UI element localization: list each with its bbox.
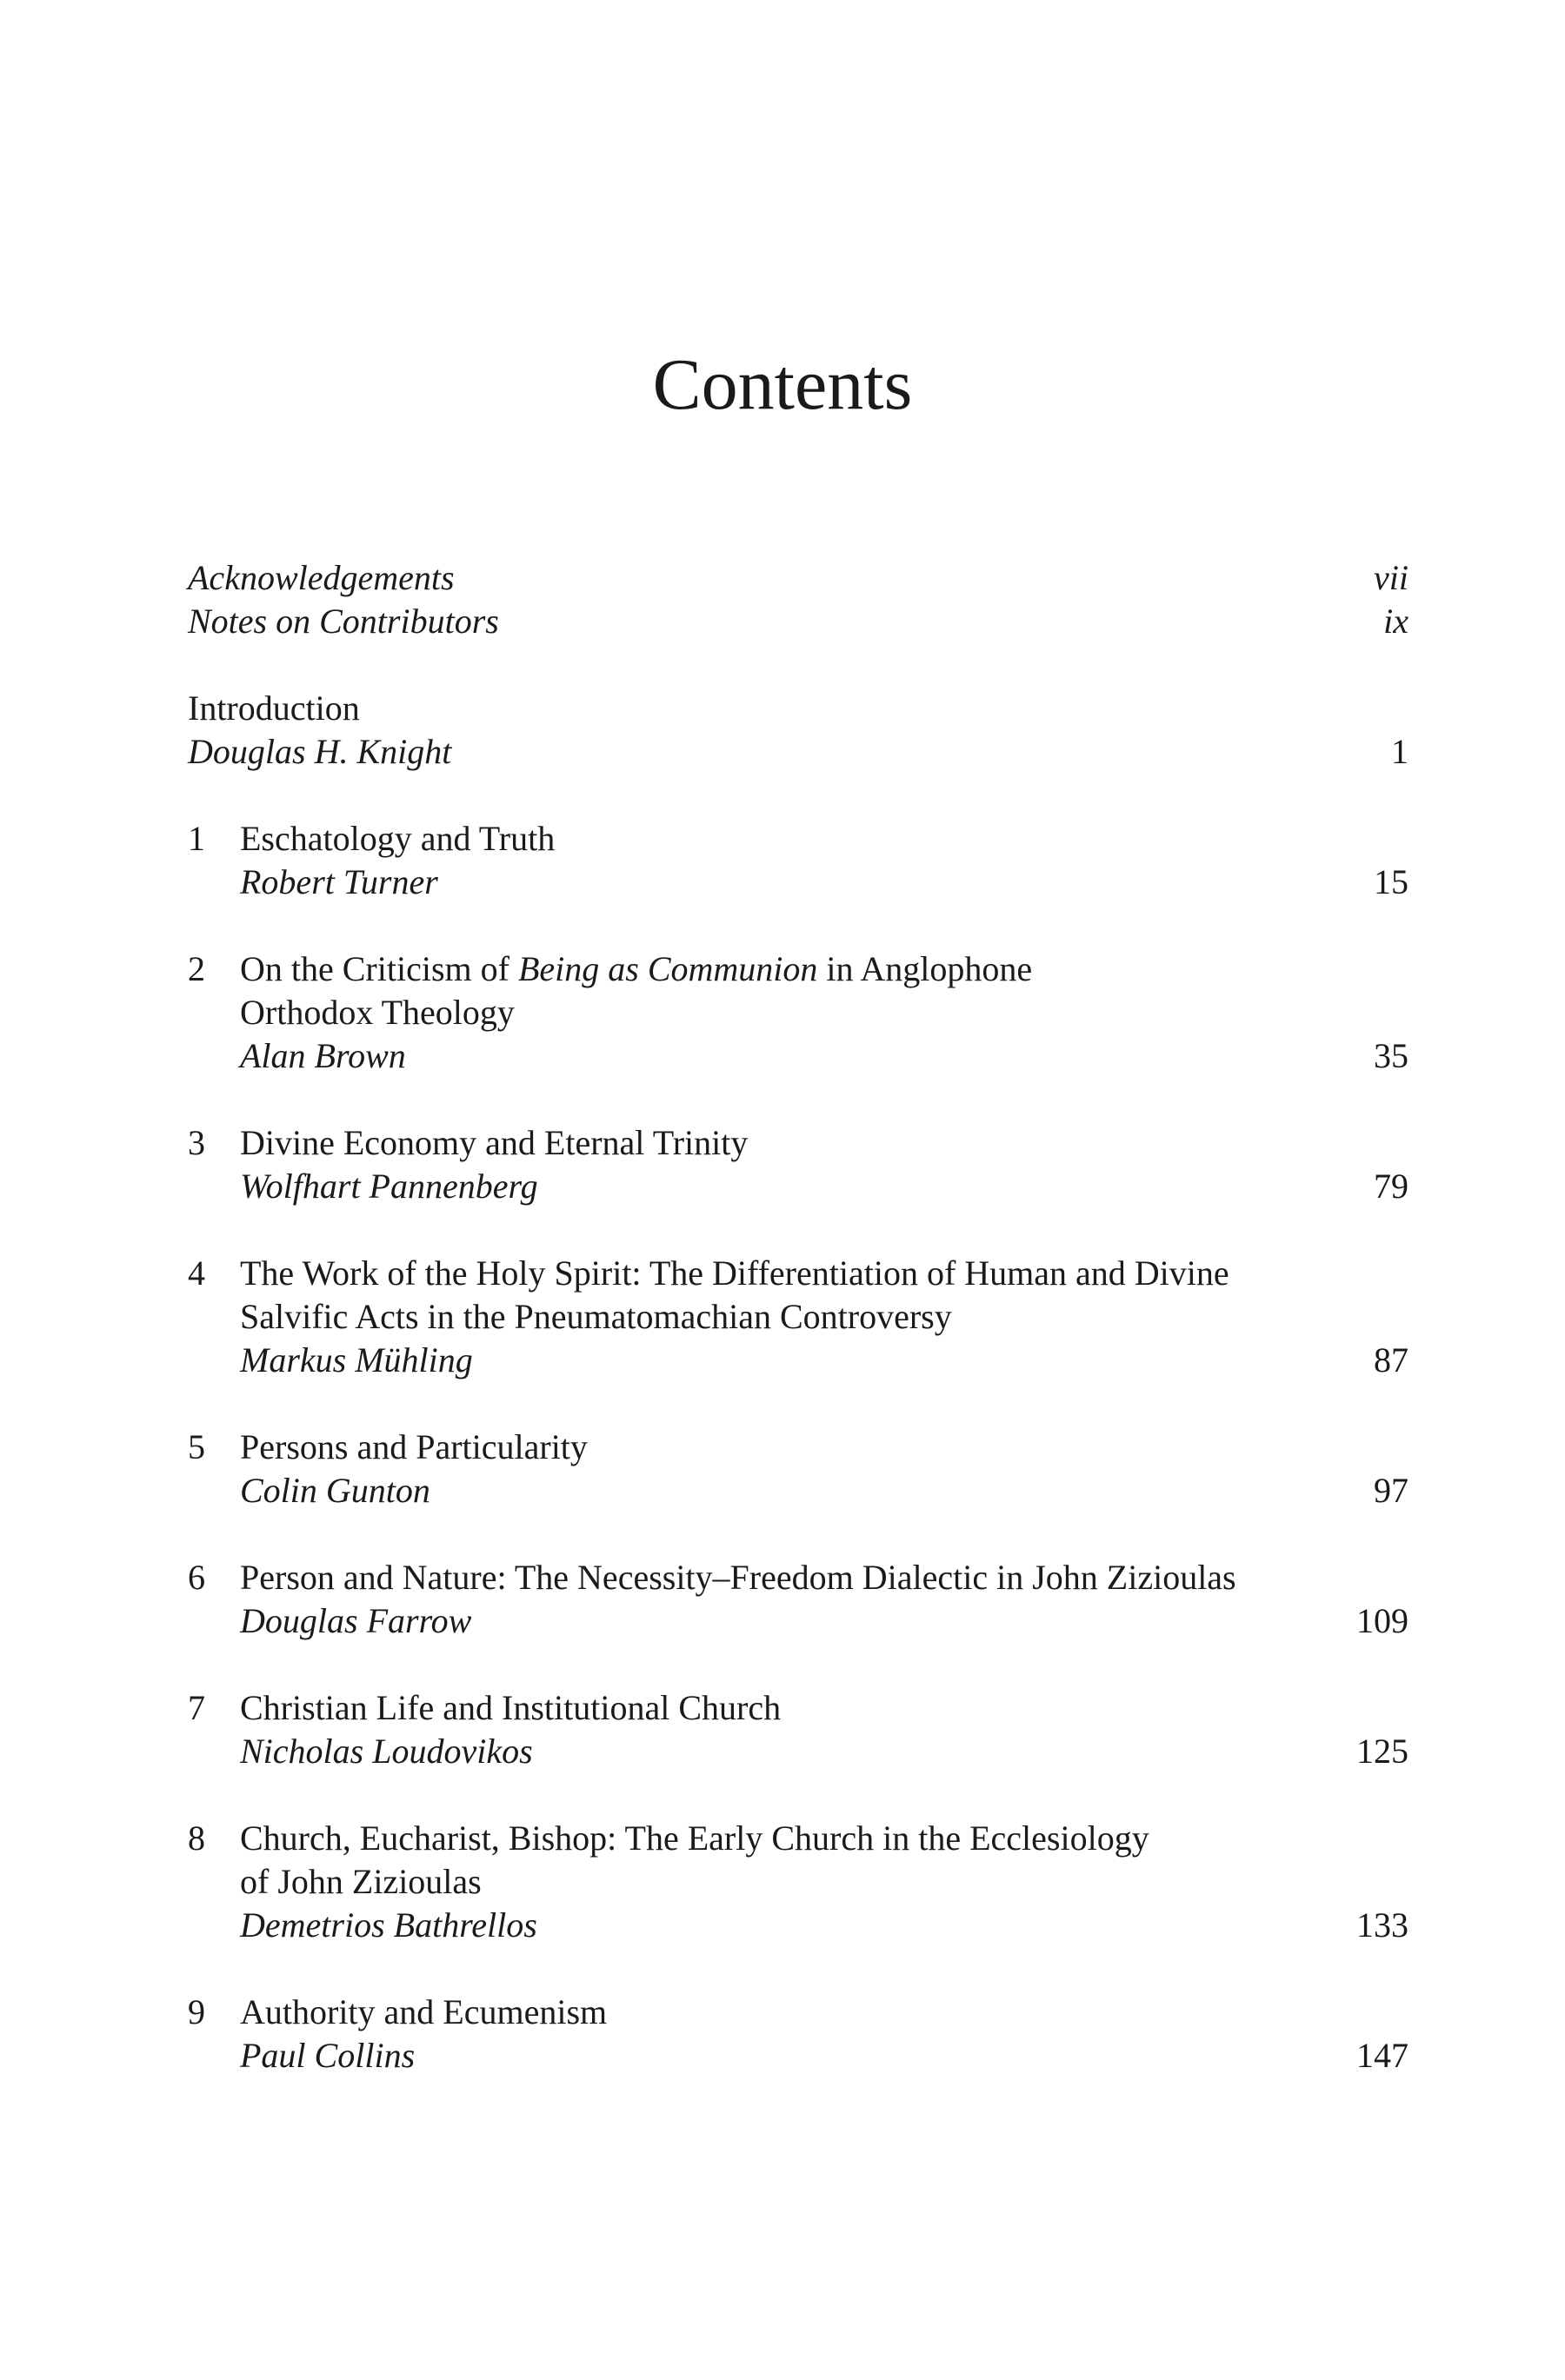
- entry-title: Notes on Contributors: [188, 602, 499, 641]
- page-number: 35: [1374, 1036, 1408, 1075]
- chapter-title: Church, Eucharist, Bishop: The Early Church in the Ecclesiology: [240, 1818, 1149, 1858]
- chapter-number: 3: [188, 1123, 205, 1162]
- toc-entry-chapter-6[interactable]: [188, 1556, 1408, 1643]
- entry-title: Acknowledgements: [188, 558, 455, 597]
- page-title: Contents: [652, 344, 913, 426]
- chapter-number: 9: [188, 1992, 205, 2031]
- chapter-number: 5: [188, 1427, 205, 1466]
- chapter-title-italic-part: Being as Communion: [517, 949, 818, 988]
- toc-entry-chapter-2[interactable]: [188, 947, 1408, 1078]
- page-number: 87: [1374, 1340, 1408, 1379]
- toc-entry-acknowledgements[interactable]: [188, 556, 1408, 600]
- chapter-title-continued: of John Zizioulas: [240, 1862, 482, 1901]
- toc-entry-introduction[interactable]: [188, 687, 1408, 774]
- page-number: 125: [1356, 1732, 1408, 1771]
- chapter-number: 6: [188, 1558, 205, 1597]
- chapter-title: Person and Nature: The Necessity–Freedom Dialectic in John Zizioulas: [240, 1558, 1236, 1597]
- page-number: 133: [1356, 1905, 1408, 1945]
- toc-entry-chapter-8[interactable]: [188, 1817, 1408, 1947]
- toc-entry-chapter-7[interactable]: [188, 1686, 1408, 1773]
- page-number: 147: [1356, 2036, 1408, 2075]
- chapter-number: 1: [188, 819, 205, 858]
- page-number: 109: [1356, 1601, 1408, 1640]
- entry-author: Douglas H. Knight: [188, 732, 452, 771]
- chapter-title-part: in Anglophone: [817, 949, 1033, 988]
- chapter-title: The Work of the Holy Spirit: The Differentiation of Human and Divine: [240, 1253, 1229, 1293]
- toc-entry-chapter-3[interactable]: [188, 1121, 1408, 1208]
- chapter-title: Eschatology and Truth: [240, 819, 556, 858]
- chapter-author: Wolfhart Pannenberg: [240, 1167, 538, 1206]
- chapter-title-part: On the Criticism of: [240, 949, 518, 988]
- chapter-title-continued: Salvific Acts in the Pneumatomachian Controversy: [240, 1297, 952, 1336]
- chapter-author: Demetrios Bathrellos: [240, 1905, 537, 1945]
- page-number: 79: [1374, 1167, 1408, 1206]
- chapter-number: 8: [188, 1818, 205, 1858]
- chapter-author: Nicholas Loudovikos: [240, 1732, 533, 1771]
- chapter-title: Christian Life and Institutional Church: [240, 1688, 782, 1727]
- table-of-contents: [188, 556, 1408, 2078]
- chapter-author: Alan Brown: [240, 1036, 406, 1075]
- chapter-number: 2: [188, 949, 205, 988]
- chapter-title: Divine Economy and Eternal Trinity: [240, 1123, 749, 1162]
- chapter-author: Markus Mühling: [240, 1340, 473, 1379]
- page-number: 15: [1374, 862, 1408, 901]
- toc-entry-chapter-4[interactable]: [188, 1252, 1408, 1382]
- chapter-number: 7: [188, 1688, 205, 1727]
- toc-entry-chapter-5[interactable]: [188, 1426, 1408, 1512]
- chapter-author: Robert Turner: [240, 862, 438, 901]
- toc-entry-chapter-9[interactable]: [188, 1991, 1408, 2078]
- toc-entry-notes-on-contributors[interactable]: [188, 600, 1408, 643]
- chapter-title: Authority and Ecumenism: [240, 1992, 608, 2031]
- page-number: 1: [1391, 732, 1408, 771]
- chapter-author: Douglas Farrow: [240, 1601, 472, 1640]
- chapter-title: Persons and Particularity: [240, 1427, 588, 1466]
- chapter-author: Colin Gunton: [240, 1471, 430, 1510]
- page-number: ix: [1383, 602, 1408, 641]
- chapter-title-continued: Orthodox Theology: [240, 993, 515, 1032]
- chapter-number: 4: [188, 1253, 205, 1293]
- toc-entry-chapter-1[interactable]: [188, 817, 1408, 904]
- page-number: 97: [1374, 1471, 1408, 1510]
- entry-title: Introduction: [188, 688, 360, 728]
- page-number: vii: [1374, 558, 1408, 597]
- chapter-author: Paul Collins: [240, 2036, 416, 2075]
